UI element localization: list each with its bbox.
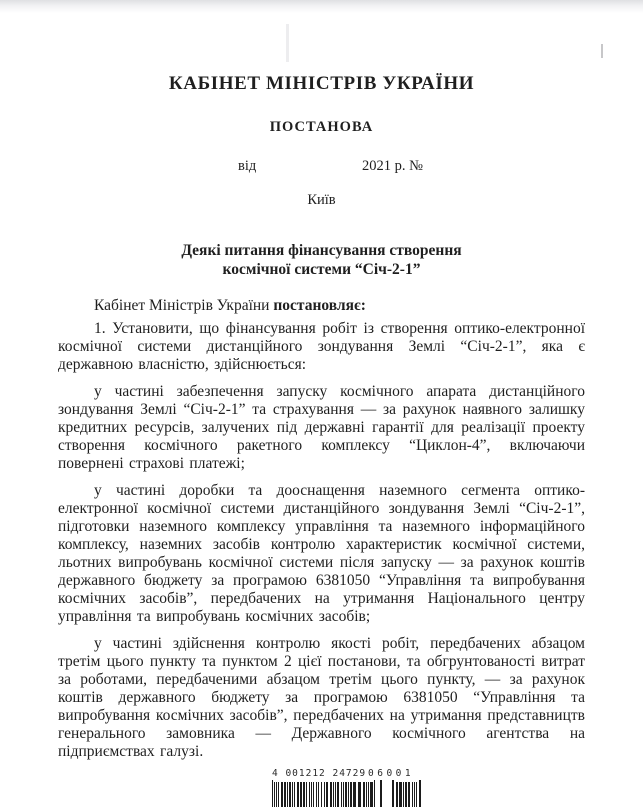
- scan-artifact-tick: [601, 44, 603, 58]
- page-top-edge-shadow: [0, 0, 643, 13]
- date-from-label: від: [238, 158, 257, 174]
- document-title: [58, 241, 585, 279]
- issuer-title: КАБІНЕТ МІНІСТРІВ УКРАЇНИ: [168, 73, 475, 94]
- preamble-resolves-bold: постановляє:: [273, 297, 366, 314]
- document-type: ПОСТАНОВА: [269, 119, 374, 135]
- barcode-digits: [265, 768, 425, 779]
- preamble: [58, 297, 585, 315]
- barcode-digits-left: 4 001212 24729: [272, 768, 367, 779]
- date-year-number: 2021 р. №: [362, 158, 423, 174]
- body-paragraph-1: 1. Установити, що фінансування робіт із створення оптико-електронної космічної системи дистанційного зондування Землі “Січ-2-1”, яка є державною власністю, здійснюється:: [58, 320, 585, 373]
- barcode: [265, 768, 425, 810]
- preamble-text: Кабінет Міністрів України: [94, 297, 274, 314]
- body-paragraph-3: у частині доробки та дооснащення наземного сегмента оптико-електронної космічної системи дистанційного зондування Землі “Січ-2-1”, підготовки наземного комплексу управління та наземного інформаційного комплексу, наземних засобів контролю характеристик космічної системи, льотних випробувань космічної системи після запуску — за рахунок коштів державного бюджету за програмою 6381050 “Управління та випробування космічних засобів”, передбачених на утримання Національного центру управління та випробувань космічних засобів;: [58, 482, 585, 625]
- body-paragraph-2: у частині забезпечення запуску космічного апарата дистанційного зондування Землі “Січ-2-1” та страхування — за рахунок наявного залишку кредитних ресурсів, залучених під державні гарантії для реалізації проекту створення космічного ракетного комплексу “Циклон-4”, включаючи повернені страхові платежі;: [58, 383, 585, 472]
- document-content: [58, 73, 585, 770]
- city-label: Київ: [307, 192, 336, 208]
- body-paragraph-4: у частині здійснення контролю якості робіт, передбачених абзацом третім цього пункту та пунктом 2 цієї постанови, та обгрунтованості витрат за роботами, передбаченими абзацом третім цього пункту, — за рахунок коштів державного бюджету за програмою 6381050 “Управління та випробування космічних засобів”, передбачених на утримання представництв генерального замовника — Державного космічного агентства на підприємствах галузі.: [58, 635, 585, 760]
- body-paragraphs: [58, 320, 585, 761]
- scan-artifact-smudge: [286, 24, 289, 62]
- barcode-bars-icon: [265, 780, 425, 808]
- barcode-digits-right: 06001: [368, 768, 415, 779]
- date-line: [58, 158, 585, 175]
- document-title-line1: Деякі питання фінансування створення: [181, 242, 462, 259]
- document-title-line2: космічної системи “Січ-2-1”: [222, 261, 421, 278]
